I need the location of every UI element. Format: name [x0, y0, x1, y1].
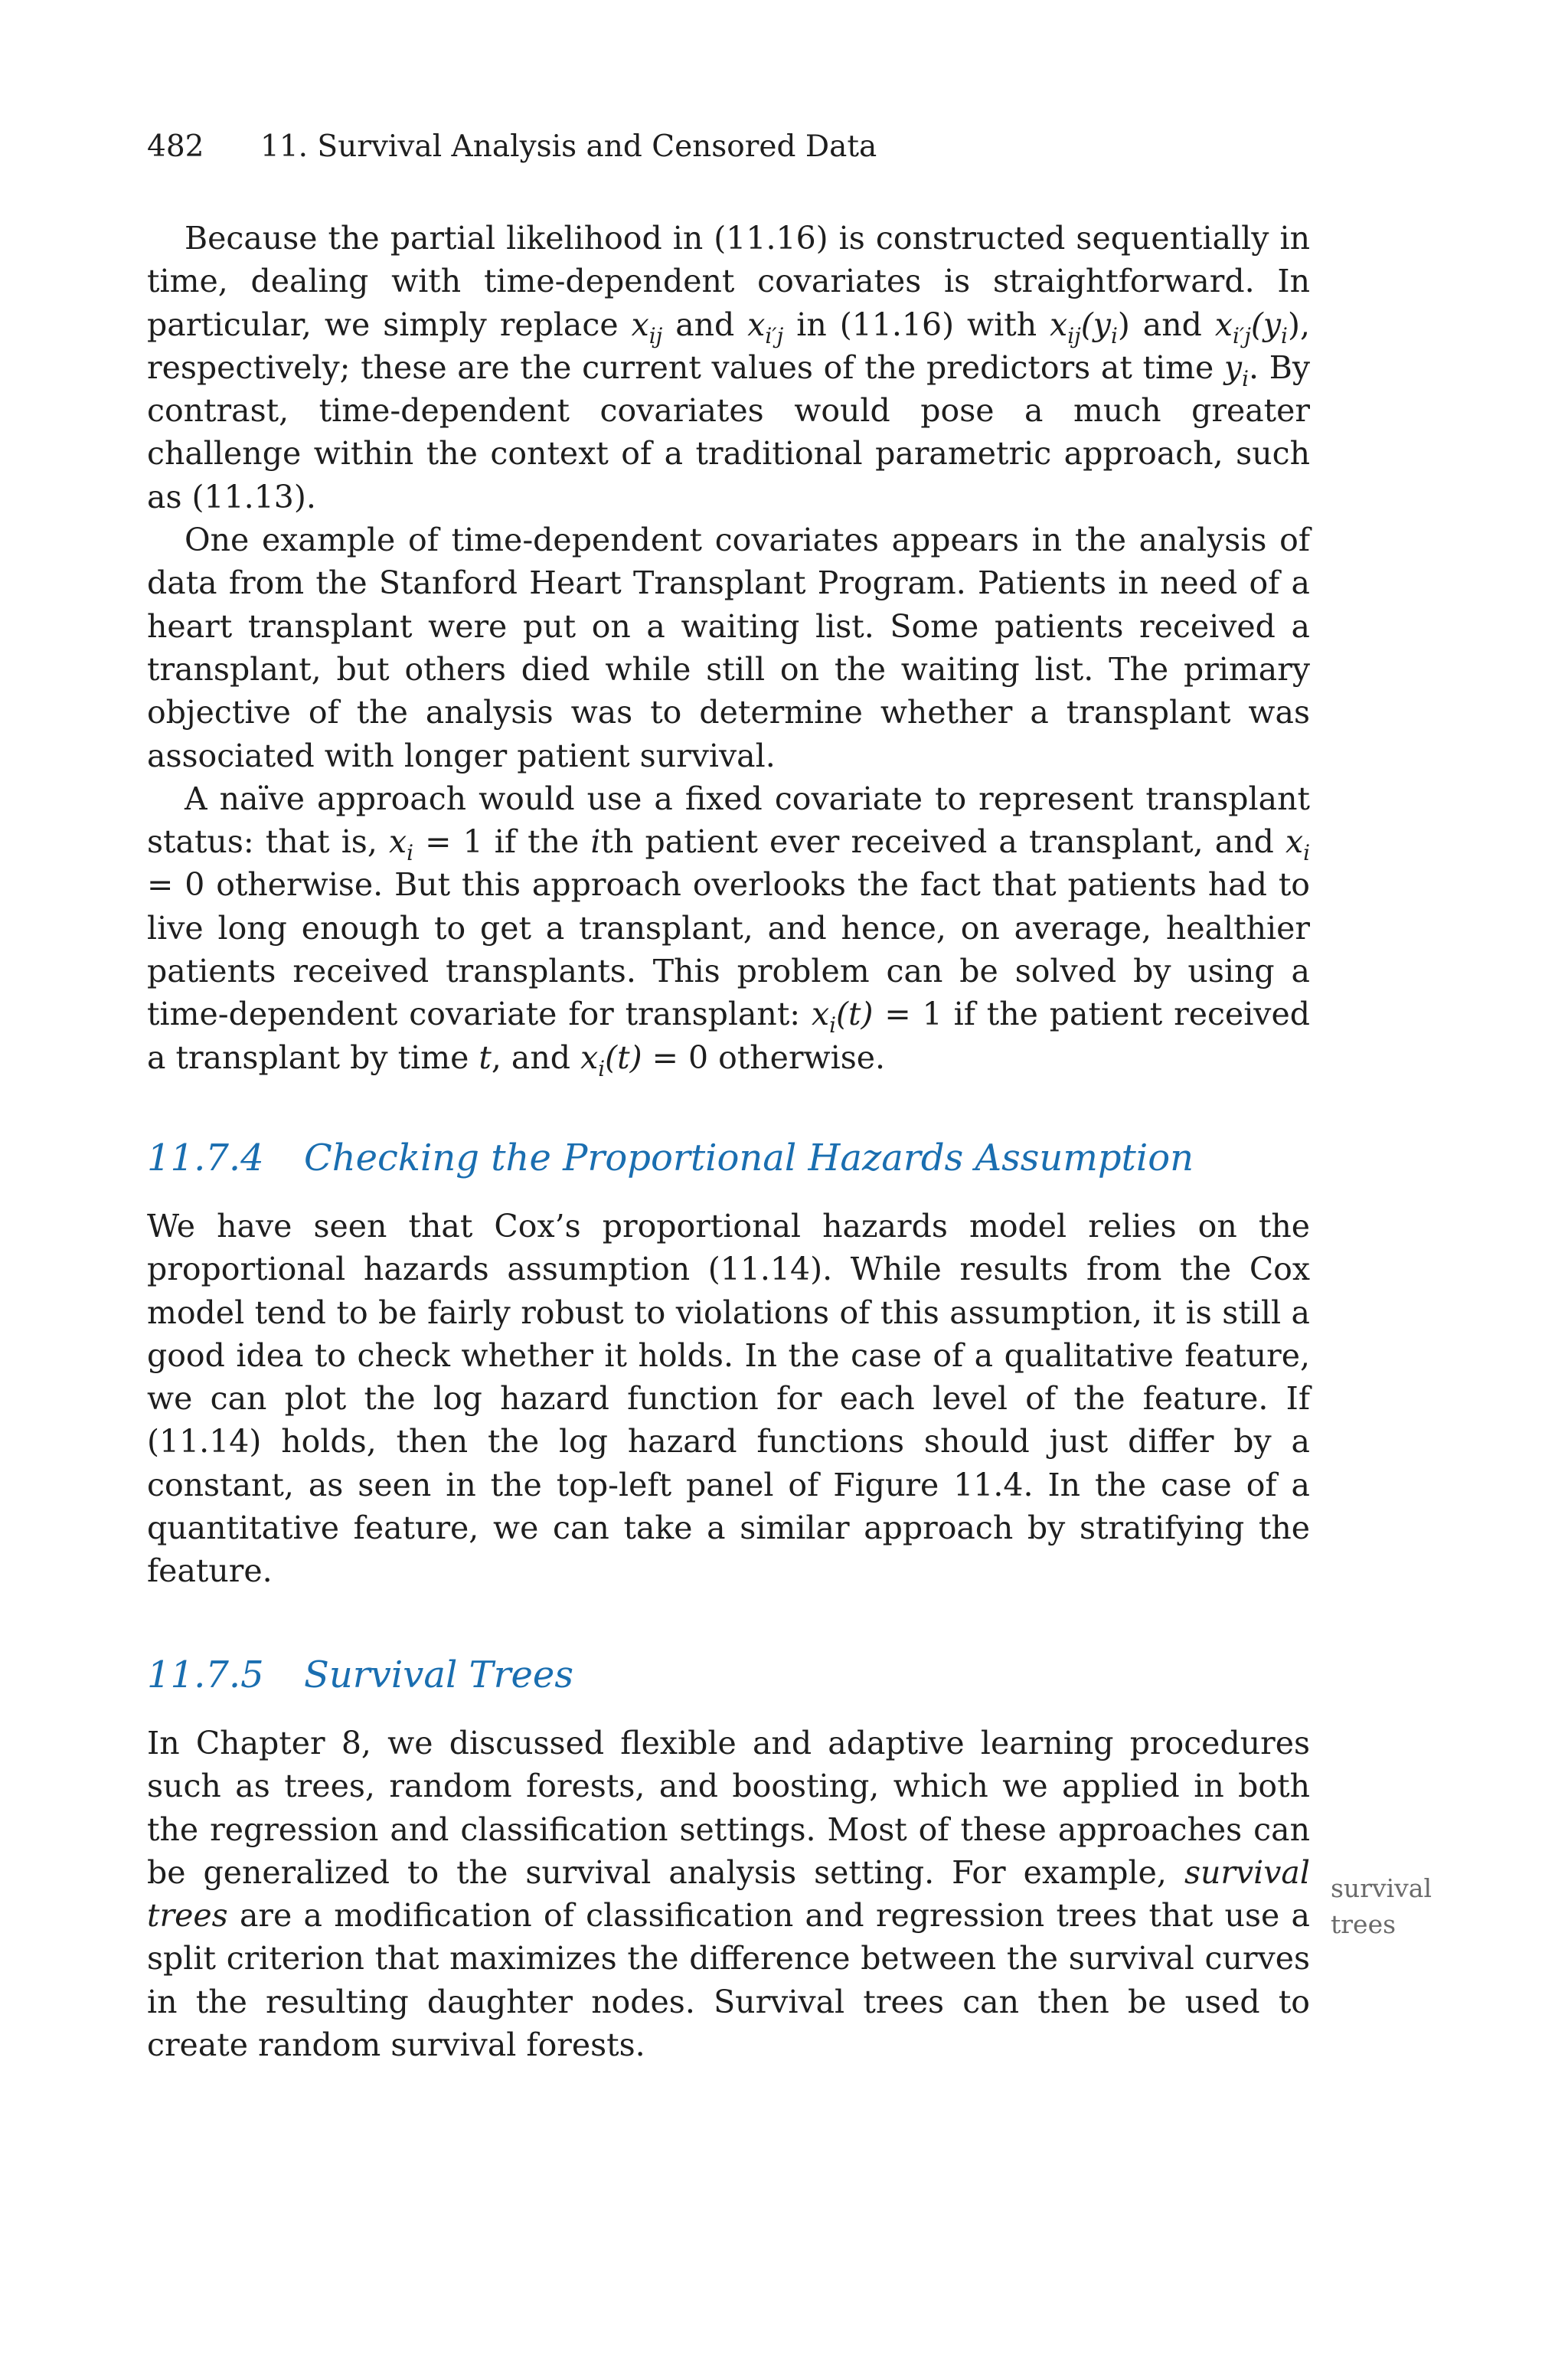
emphasis-term: survival trees — [147, 1853, 1310, 1935]
margin-note — [1331, 1870, 1499, 1942]
section-11-7-4-body — [147, 1205, 1310, 1593]
intro-text — [147, 217, 1310, 1079]
paragraph-naive-approach: A naïve approach would use a fixed covariate to represent transplant status: that is, $x_i = 1$ if the ith patient ever received a transplant, and $x_i = 0$ otherwise. But this approach overlooks the fact that patients had to live long enough to get a transplant, and hence, on average, healthier patients received transplants. This problem can be solved by using a time-dependent covariate for transplant: $x_i(t) = 1$ if the patient received a transplant by time t, and $x_i(t) = 0$ otherwise. — [147, 780, 1310, 1081]
paragraph-time-dependent: Because the partial likelihood in (11.16) is constructed sequentially in time, dealing with time-dependent covariates is straightforward. In particular, we simply replace $x_{ij}$ and $x_{i'j}$ in (11.16) with $x_{ij}(y_i)$ and $x_{i'j}(y_i)$, respectively; these are the current values of the predictors at time $y_i$. By contrast, time-dependent covariates would pose a much greater challenge within the context of a traditional parametric approach, such as (11.13). — [147, 220, 1311, 515]
section-title: Checking the Proportional Hazards Assumption — [304, 1137, 1194, 1179]
section-11-7-5-body — [147, 1722, 1310, 2066]
page-number: 482 — [147, 129, 204, 164]
paragraph-ph-assumption: We have seen that Cox’s proportional hazards model relies on the proportional hazards assumption (11.14). While results from the Cox model tend to be fairly robust to violations of this assumption, it is still a good idea to check whether it holds. In the case of a qualitative feature, we can plot the log hazard function for each level of the feature. If (11.14) holds, then the log hazard functions should just differ by a constant, as seen in the top-left panel of Figure 11.4. In the case of a quantitative feature, we can take a similar approach by stratifying the feature. — [147, 1208, 1310, 1590]
section-number: 11.7.4 — [147, 1137, 264, 1179]
chapter-title: 11. Survival Analysis and Censored Data — [260, 129, 877, 164]
margin-note-line: trees — [1331, 1909, 1396, 1939]
paragraph-stanford-example: One example of time-dependent covariates appears in the analysis of data from the Stanford Heart Transplant Program. Patients in need of a heart transplant were put on a waiting list. Some patients received a transplant, but others died while still on the waiting list. The primary objective of the analysis was to determine whether a transplant was associated with longer patient survival. — [147, 522, 1310, 774]
paragraph-survival-trees: In Chapter 8, we discussed flexible and adaptive learning procedures such as trees, random forests, and boosting, which we applied in both the regression and classification settings. Most of these approaches can be generalized to the survival analysis setting. For example, survival trees are a modification of classification and regression trees that use a split criterion that maximizes the difference between the survival curves in the resulting daughter nodes. Survival trees can then be used to create random survival forests. — [147, 1725, 1310, 2064]
running-head — [147, 129, 877, 165]
margin-note-line: survival — [1331, 1873, 1432, 1903]
section-number: 11.7.5 — [147, 1653, 264, 1696]
section-title: Survival Trees — [304, 1653, 573, 1696]
section-heading-11-7-4 — [147, 1135, 1194, 1181]
section-heading-11-7-5 — [147, 1652, 573, 1698]
